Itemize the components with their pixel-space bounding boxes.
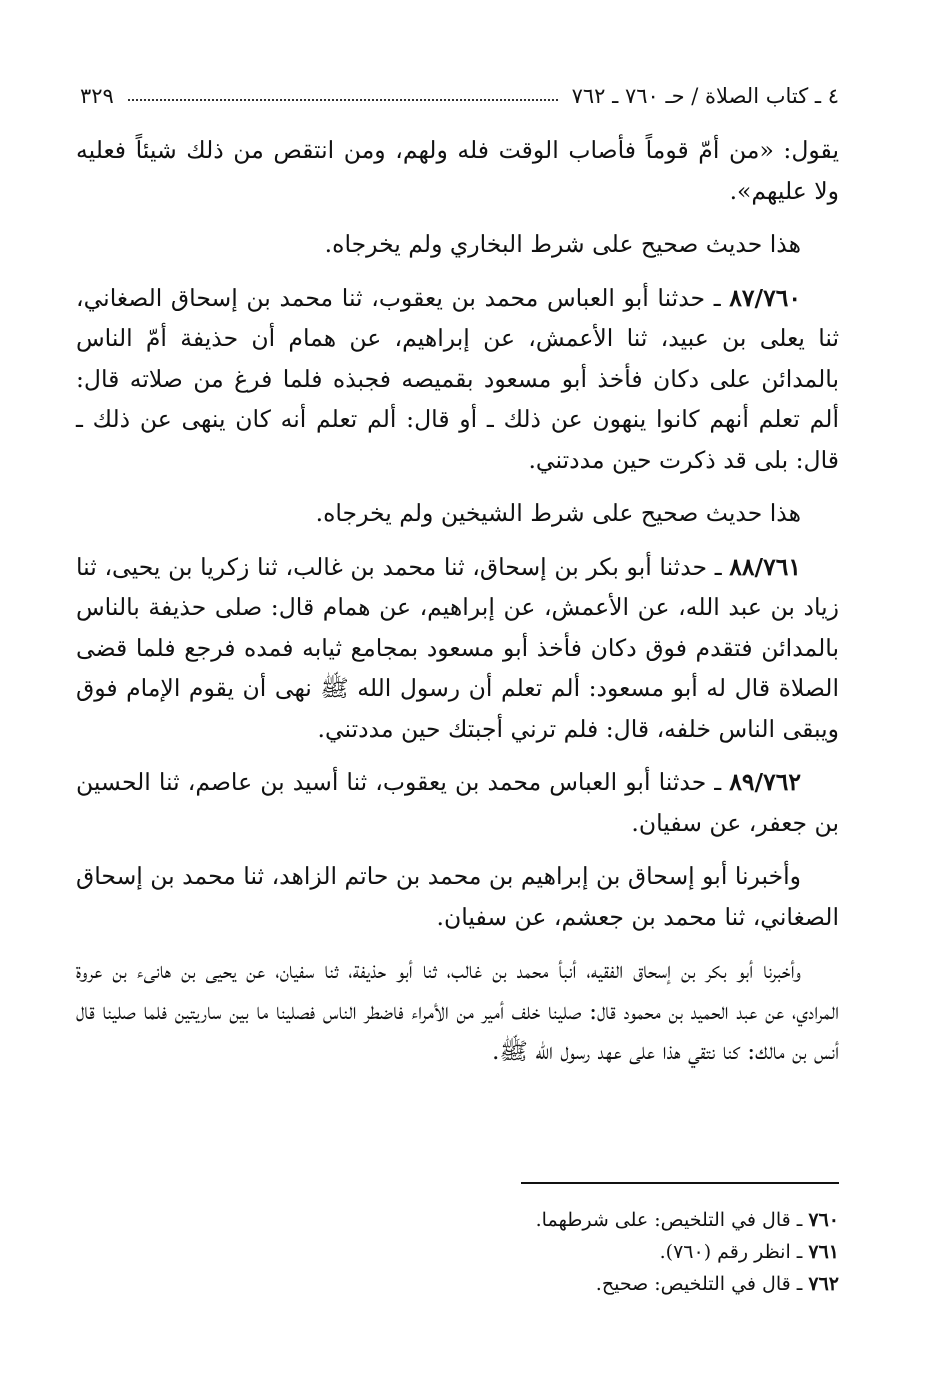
main-text <box>76 130 839 1085</box>
hadith-760 <box>76 278 839 481</box>
paragraph-text: وأخبرنا أبو بكر بن إسحاق الفقيه، أنبأ محمد بن غالب، ثنا أبو حذيفة، ثنا سفيان، عن يحيى بن هانىء بن عروة المرادي، عن عبد الحميد بن محمود قال: صلينا خلف أمير من الأمراء فاضطر الناس فصلينا ما بين ساريتين فلما صلينا قال أنس بن مالك: كنا نتقي هذا على عهد رسول الله ﷺ. <box>76 956 839 1065</box>
footnote-text: ـ قال في التلخيص: صحيح. <box>595 1273 803 1295</box>
hadith-761 <box>76 547 839 750</box>
paragraph-2 <box>76 224 839 265</box>
page-number: ٣٢٩ <box>80 84 114 108</box>
hadith-762 <box>76 762 839 843</box>
paragraph-text: ـ حدثنا أبو العباس محمد بن يعقوب، ثنا محمد بن إسحاق الصغاني، ثنا يعلى بن عبيد، ثنا الأعمش، عن إبراهيم، عن همام أن حذيفة أمّ الناس بالمدائن على دكان فأخذ أبو مسعود بقميصه فجبذه فلما فرغ من صلاته قال: ألم تعلم أنهم كانوا ينهون عن ذلك ـ أو قال: ألم تعلم أنه كان ينهى عن ذلك ـ قال: بلى قد ذكرت حين مددتني. <box>76 283 839 474</box>
paragraph-7 <box>76 856 839 937</box>
footnote-number: ٧٦١ <box>808 1241 839 1263</box>
footnote-760 <box>80 1204 839 1236</box>
footnotes <box>80 1204 839 1300</box>
page-header <box>80 78 839 114</box>
footnote-761 <box>80 1236 839 1268</box>
paragraph-8 <box>76 950 839 1072</box>
paragraph-4 <box>76 493 839 534</box>
paragraph-text: وأخبرنا أبو إسحاق بن إبراهيم بن محمد بن حاتم الزاهد، ثنا محمد بن إسحاق الصغاني، ثنا محمد بن جعشم، عن سفيان. <box>76 862 839 931</box>
hadith-number: ٨٩/٧٦٢ <box>729 768 801 796</box>
footnote-number: ٧٦٠ <box>808 1209 839 1231</box>
paragraph-text: يقول: «من أمّ قوماً فأصاب الوقت فله ولهم، ومن انتقص من ذلك شيئاً فعليه ولا عليهم». <box>76 136 839 205</box>
paragraph-1 <box>76 130 839 211</box>
footnote-text: ـ انظر رقم (٧٦٠). <box>659 1241 803 1263</box>
paragraph-text: ـ حدثنا أبو بكر بن إسحاق، ثنا محمد بن غالب، ثنا زكريا بن يحيى، ثنا زياد بن عبد الله، عن الأعمش، عن إبراهيم، عن همام قال: صلى حذيفة بالناس بالمدائن فتقدم فوق دكان فأخذ أبو مسعود بمجامع ثيابه فمده فرجع فلما قضى الصلاة قال له أبو مسعود: ألم تعلم أن رسول الله ﷺ نهى أن يقوم الإمام فوق ويبقى الناس خلفه، قال: فلم ترني أجبتك حين مددتني. <box>76 552 839 743</box>
running-title: ٤ ـ كتاب الصلاة / حـ ٧٦٠ ـ ٧٦٢ <box>571 84 839 108</box>
footnote-text: ـ قال في التلخيص: على شرطهما. <box>535 1209 803 1231</box>
dotted-leader <box>128 99 558 101</box>
footnote-number: ٧٦٢ <box>808 1273 839 1295</box>
hadith-number: ٨٧/٧٦٠ <box>729 283 801 312</box>
footnote-762 <box>80 1268 839 1300</box>
paragraph-text: هذا حديث صحيح على شرط الشيخين ولم يخرجاه. <box>315 499 801 527</box>
footnote-divider <box>521 1182 839 1184</box>
paragraph-text: هذا حديث صحيح على شرط البخاري ولم يخرجاه. <box>324 230 801 258</box>
paragraph-text: ـ حدثنا أبو العباس محمد بن يعقوب، ثنا أسيد بن عاصم، ثنا الحسين بن جعفر، عن سفيان. <box>76 768 839 837</box>
hadith-number: ٨٨/٧٦١ <box>729 552 801 581</box>
